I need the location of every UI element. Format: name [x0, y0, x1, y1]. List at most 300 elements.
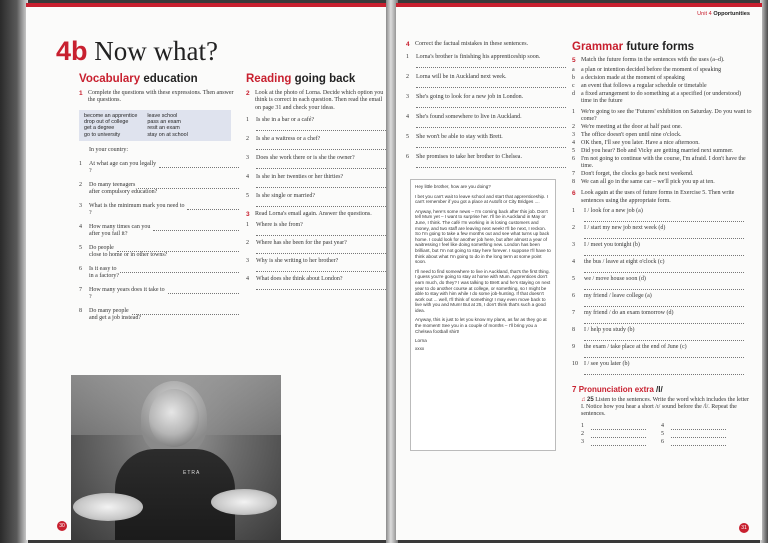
prompt-text: I / see you later (b): [584, 360, 630, 367]
answer-blank[interactable]: [416, 141, 566, 148]
answer-blank[interactable]: [584, 215, 744, 222]
use-letter: d: [572, 91, 575, 98]
writing-prompt: [572, 259, 752, 273]
grammar-sentence: [572, 124, 752, 131]
expressions-box: [79, 110, 231, 142]
question-number: 5: [246, 192, 249, 199]
answer-blank[interactable]: [584, 300, 744, 307]
answer-blank[interactable]: [671, 431, 726, 438]
top-red-bar: [26, 3, 389, 7]
vocabulary-question: [79, 182, 239, 196]
question-text: Is she in her twenties or her thirties?: [256, 173, 344, 180]
prompt-number: 8: [572, 326, 575, 333]
use-letter: c: [572, 83, 575, 90]
exercise-7-number: 7: [572, 384, 577, 394]
grammar-heading: [572, 41, 752, 53]
grammar-sentence: [572, 179, 752, 186]
answer-blank[interactable]: [256, 247, 386, 254]
grammar-heading-rest: future forms: [626, 41, 695, 53]
prompt-number: 10: [572, 360, 578, 367]
lesson-number: 4b: [56, 36, 88, 66]
exercise-4-instruction: [406, 41, 566, 48]
expression-item: pass an exam: [147, 119, 181, 125]
answer-blank[interactable]: [256, 283, 386, 290]
answer-blank[interactable]: [584, 232, 744, 239]
answer-blank[interactable]: [584, 249, 744, 256]
sentence-text: Did you hear? Bob and Vicky are getting married next summer.: [581, 148, 734, 155]
sentence-number: 5: [572, 148, 575, 155]
question-line: [246, 276, 386, 283]
question-text: What does she think about London?: [256, 276, 343, 283]
question-number: 6: [79, 266, 82, 273]
grammar-section: [572, 41, 752, 446]
question-line: [246, 117, 386, 124]
prompt-text: my friend / leave college (a): [584, 292, 652, 299]
prompt-line: [572, 361, 752, 368]
question-number: 3: [79, 203, 82, 210]
answer-blank[interactable]: [591, 431, 646, 438]
writing-prompt: [572, 310, 752, 324]
page-title: [56, 36, 218, 67]
question-item: [246, 222, 386, 236]
answer-blank[interactable]: [416, 61, 566, 68]
sentence-text: The office doesn't open until nine o'clock.: [581, 132, 682, 139]
audio-icon[interactable]: ♫: [581, 396, 586, 403]
left-page: [26, 3, 389, 540]
page-number-right: 31: [739, 523, 749, 533]
expression-item: resit an exam: [147, 125, 180, 132]
question-text: How many years does it take to: [89, 287, 165, 294]
use-text: a decision made at the moment of speaking: [581, 75, 685, 82]
answer-blank[interactable]: [132, 308, 239, 315]
prompt-number: 4: [572, 258, 575, 265]
item-number: 6: [406, 154, 409, 161]
exercise-4-item: [406, 114, 566, 121]
item-text: Lorna will be in Auckland next week.: [416, 74, 507, 81]
writing-prompt: [572, 208, 752, 222]
email-signature: Lorna: [415, 338, 427, 344]
question-line: [79, 161, 239, 168]
question-number: 3: [246, 154, 249, 161]
reading-heading-rest: going back: [294, 73, 356, 85]
prompt-number: 2: [572, 224, 575, 231]
question-number: 2: [246, 135, 249, 142]
vocabulary-section: [79, 73, 239, 322]
question-text: Is she a waitress or a chef?: [256, 135, 321, 142]
answer-blank[interactable]: [187, 203, 239, 210]
question-text: Where has she been for the past year?: [256, 240, 347, 247]
exercise-3-text: Read Lorna's email again. Answer the questions.: [255, 210, 372, 217]
question-item: [246, 276, 386, 290]
answer-blank[interactable]: [256, 229, 386, 236]
exercise-2-questions: [246, 117, 386, 207]
expression-item: go to university: [84, 131, 121, 138]
question-number: 2: [79, 182, 82, 189]
prompt-number: 5: [572, 275, 575, 282]
answer-blank[interactable]: [584, 283, 744, 290]
lesson-title: Now what?: [94, 36, 218, 66]
grammar-sentence: [572, 148, 752, 155]
question-number: 4: [79, 224, 82, 231]
item-text: She's going to look for a new job in London.: [416, 94, 524, 101]
question-number: 3: [246, 258, 249, 265]
page-number-left: 30: [57, 521, 67, 531]
question-text: Is she single or married?: [256, 192, 315, 199]
use-letter: a: [572, 67, 575, 74]
question-text: Does she work there or is she the owner?: [256, 154, 355, 161]
plate-right: [211, 489, 277, 515]
question-line: [246, 174, 386, 181]
future-use: [572, 75, 752, 82]
sentence-number: 6: [572, 156, 575, 163]
exercise-6-instruction: [572, 190, 752, 205]
question-text: Is it easy to: [89, 266, 117, 273]
expressions-col-2: [147, 113, 197, 139]
question-number: 5: [79, 245, 82, 252]
question-number: 2: [246, 240, 249, 247]
grammar-sentence: [572, 171, 752, 178]
question-number: 4: [246, 276, 249, 283]
prompt-text: I / meet you tonight (b): [584, 241, 640, 248]
shirt-logo-text: ETRA: [183, 470, 201, 476]
answer-blank[interactable]: [584, 266, 744, 273]
sentence-number: 4: [572, 140, 575, 147]
prompt-text: the bus / leave at eight o'clock (c): [584, 258, 665, 265]
expression-item: become an apprentice: [84, 112, 138, 119]
answer-blank[interactable]: [256, 124, 386, 131]
exercise-7-text: Listen to the sentences. Write the word which includes the letter I. Notice how you hear a short /ɪ/ sound before the /l/. Repeat the sentences.: [581, 396, 749, 418]
slot-number: 6: [661, 438, 664, 445]
unit-name: Opportunities: [713, 11, 750, 17]
grammar-sentence: [572, 156, 752, 170]
slot-number: 5: [661, 430, 664, 437]
writing-prompt: [572, 327, 752, 341]
grammar-sentence: [572, 140, 752, 147]
answer-blank[interactable]: [416, 121, 566, 128]
grammar-sentence: [572, 132, 752, 139]
question-tail: in a factory?: [89, 273, 119, 280]
use-text: a plan or intention decided before the moment of speaking: [581, 67, 722, 74]
exercise-4-item: [406, 154, 566, 161]
prompt-text: I / help you study (b): [584, 326, 635, 333]
future-use: [572, 83, 752, 90]
question-text: At what age can you legally: [89, 161, 157, 168]
question-tail: ?: [89, 210, 92, 217]
item-text: Lorna's brother is finishing his apprenticeship soon.: [416, 54, 541, 61]
item-number: 5: [406, 134, 409, 141]
prompt-line: [572, 293, 752, 300]
prompt-text: I / start my new job next week (d): [584, 224, 666, 231]
email-paragraph-3: I'll need to find somewhere to live in Auckland, that's the first thing. I guess you're going to stay at home with Mum. Apprentices don't earn much, do they? I was talking to Brett and he's staying on next year to do another course at college, or something, so I might be able to stay with him while I do some job-hunting. If that doesn't work out ... well, I'll think of something! I may even move back to live with you and Mum! But at 25, I don't think that's such a good idea.: [415, 268, 551, 313]
answer-blank[interactable]: [584, 351, 744, 358]
question-tail: ?: [89, 168, 92, 175]
answer-blank[interactable]: [168, 287, 239, 294]
vocabulary-question: [79, 224, 239, 238]
grammar-heading-lead: Grammar: [572, 41, 624, 53]
answer-blank[interactable]: [416, 101, 566, 108]
writing-prompt: [572, 293, 752, 307]
top-red-bar-right: [396, 3, 762, 7]
pronunciation-heading-lead: Pronunciation extra: [578, 384, 654, 394]
vocabulary-question: [79, 266, 239, 280]
item-text: She won't be able to stay with Brett.: [416, 134, 503, 141]
question-number: 7: [79, 287, 82, 294]
writing-prompt: [572, 225, 752, 239]
prompt-text: I / look for a new job (a): [584, 207, 643, 214]
pronunciation-slot: [661, 439, 741, 446]
prompt-number: 6: [572, 292, 575, 299]
vocabulary-question: [79, 287, 239, 301]
slot-number: 3: [581, 438, 584, 445]
vocabulary-heading-lead: Vocabulary: [79, 73, 141, 85]
writing-prompt: [572, 242, 752, 256]
prompt-number: 3: [572, 241, 575, 248]
question-tail: ?: [89, 294, 92, 301]
question-number: 1: [246, 116, 249, 123]
prompt-line: [572, 225, 752, 232]
vocabulary-heading: [79, 73, 239, 85]
email-paragraph-4: Anyway, this is just to let you know my plans, as far as they go at the moment! See you in a couple of months – I'll bring you a Chelsea football shirt!: [415, 317, 547, 334]
prompt-line: [572, 344, 752, 351]
exercise-6-prompts: [572, 208, 752, 375]
question-text: Do many people: [89, 308, 129, 315]
vocabulary-question: [79, 245, 239, 259]
answer-blank[interactable]: [256, 200, 386, 207]
question-item: [246, 258, 386, 272]
in-your-country-label: In your country:: [89, 147, 128, 154]
answer-blank[interactable]: [671, 423, 726, 430]
question-item: [246, 240, 386, 254]
future-uses-list: [572, 67, 752, 105]
exercise-5-number: 5: [572, 57, 576, 64]
exercise-1-instruction: [79, 90, 239, 105]
question-text: Do many teenagers: [89, 182, 136, 189]
exercise-4-item: [406, 54, 566, 61]
sentence-text: OK then, I'll see you later. Have a nice afternoon.: [581, 140, 700, 147]
sentence-number: 3: [572, 132, 575, 139]
expression-item: stay on at school: [147, 131, 188, 138]
exercise-2-instruction: [246, 90, 386, 112]
question-text: Where is she from?: [256, 222, 303, 229]
sentence-number: 1: [572, 109, 575, 116]
question-line: [246, 136, 386, 143]
exercise-6-number: 6: [572, 190, 576, 198]
person-face: [149, 389, 199, 447]
exercise-4-text: Correct the factual mistakes in these sentences.: [415, 41, 529, 47]
question-tail: after you fail it?: [89, 231, 128, 238]
question-item: [246, 117, 386, 131]
exercise-3-number: 3: [246, 210, 250, 218]
question-text: What is the minimum mark you need to: [89, 203, 185, 210]
item-text: She promises to take her brother to Chelsea.: [416, 154, 522, 161]
future-use: [572, 67, 752, 74]
exercise-2-text: Look at the photo of Lorna. Decide which option you think is correct in each question. Then read the email on page 31 and check your ideas.: [255, 90, 384, 111]
future-use: [572, 91, 752, 105]
expression-item: get a degree: [84, 125, 115, 132]
exercise-6-text: Look again at the uses of future forms in Exercise 5. Then write sentences using the appropriate form.: [581, 190, 735, 204]
prompt-text: the exam / take place at the end of June (c): [584, 343, 687, 350]
sentence-number: 2: [572, 124, 575, 131]
exercise-4-items: [406, 54, 566, 168]
answer-blank[interactable]: [591, 439, 646, 446]
use-text: an event that follows a regular schedule or timetable: [581, 83, 707, 90]
question-tail: close to home or in other towns?: [89, 252, 168, 259]
question-item: [246, 136, 386, 150]
email-greeting: Hey little brother, how are you doing?: [415, 184, 491, 189]
answer-blank[interactable]: [584, 368, 744, 375]
exercise-5-text: Match the future forms in the sentences with the uses (a–d).: [581, 57, 725, 63]
expression-item: leave school: [147, 112, 178, 119]
answer-blank[interactable]: [159, 161, 239, 168]
question-line: [246, 240, 386, 247]
question-tail: and get a job instead?: [89, 315, 141, 322]
prompt-text: we / move house soon (d): [584, 275, 646, 282]
email-paragraph-2: Anyway, here's some news – I'm coming back after this job. Don't tell Mum yet – I want to surprise her. I'll be in Auckland in May or June, I think. The café I'm working in is losing customers and money, and two staff are leaving next week! I'll be next, I reckon. So I'm going to take a few months out and see what turns up back home. I could look for another job here, but after almost a year of waitressing I feel like doing something new. London has been brilliant, but I'm not going to stay here forever. I suppose I'll have to think about what I'm going to do in the long term at some point soon.: [415, 208, 551, 265]
exercise-2-number: 2: [246, 90, 250, 97]
answer-blank[interactable]: [256, 143, 386, 150]
prompt-number: 9: [572, 343, 575, 350]
exercise-4: [406, 41, 566, 168]
sentence-number: 8: [572, 179, 575, 186]
email-kisses: xxxx: [415, 345, 425, 351]
use-letter: b: [572, 75, 575, 82]
prompt-line: [572, 259, 752, 266]
answer-blank[interactable]: [584, 334, 744, 341]
answer-blank[interactable]: [584, 317, 744, 324]
item-number: 2: [406, 74, 409, 81]
question-number: 1: [246, 222, 249, 229]
pronunciation-heading-rest: /I/: [656, 384, 663, 394]
answer-blank[interactable]: [256, 162, 386, 169]
exercise-7-instruction: [581, 397, 752, 419]
exercise-1-text: Complete the questions with these expressions. Then answer the questions.: [88, 90, 234, 104]
question-text: Why is she writing to her brother?: [256, 258, 339, 265]
sentence-text: We can all go in the same car – we'll pick you up at ten.: [581, 179, 715, 186]
vocabulary-question: [79, 203, 239, 217]
vocabulary-questions: [79, 161, 239, 322]
vocabulary-heading-rest: education: [143, 73, 198, 85]
pronunciation-slot: [581, 439, 661, 446]
exercise-4-number: 4: [406, 41, 410, 48]
prompt-number: 1: [572, 207, 575, 214]
question-item: [246, 193, 386, 207]
question-text: How many times can you: [89, 224, 151, 231]
exercise-5-instruction: [572, 57, 752, 64]
answer-blank[interactable]: [120, 266, 240, 273]
exercise-4-item: [406, 134, 566, 141]
pronunciation-section: [572, 385, 752, 446]
sentence-text: I'm not going to continue with the course, I'm afraid. I don't have the time.: [581, 156, 746, 170]
item-number: 1: [406, 54, 409, 61]
reading-heading-lead: Reading: [246, 73, 292, 85]
answer-blank[interactable]: [671, 439, 726, 446]
answer-blank[interactable]: [591, 423, 646, 430]
unit-label: Unit 4: [697, 11, 712, 17]
slot-number: 4: [661, 422, 664, 429]
vocabulary-question: [79, 308, 239, 322]
prompt-line: [572, 276, 752, 283]
book-binding-left: [0, 0, 28, 543]
question-tail: after compulsory education?: [89, 189, 158, 196]
slot-number: 2: [581, 430, 584, 437]
reading-heading: [246, 73, 386, 85]
question-number: 8: [79, 308, 82, 315]
question-item: [246, 174, 386, 188]
grammar-sentence: [572, 109, 752, 123]
item-text: She's found somewhere to live in Auckland.: [416, 114, 522, 121]
question-number: 4: [246, 173, 249, 180]
pronunciation-slot: [581, 423, 661, 430]
expression-item: drop out of college: [84, 119, 129, 125]
prompt-line: [572, 327, 752, 334]
question-line: [246, 222, 386, 229]
question-line: [79, 287, 239, 294]
prompt-line: [572, 310, 752, 317]
prompt-line: [572, 242, 752, 249]
sentence-text: We're going to see the 'Futures' exhibition on Saturday. Do you want to come?: [581, 109, 752, 123]
email-paragraph-1: I bet you can't wait to leave school and start that apprenticeship. I can't remember if you got a place at Autofit or City Bridges ....: [415, 193, 548, 205]
exercise-5-sentences: [572, 109, 752, 186]
answer-blank[interactable]: [416, 161, 566, 168]
answer-blank[interactable]: [416, 81, 566, 88]
question-line: [246, 193, 386, 200]
answer-blank[interactable]: [256, 265, 386, 272]
audio-track-number: 25: [587, 396, 594, 403]
prompt-number: 7: [572, 309, 575, 316]
vocabulary-question: [79, 161, 239, 175]
answer-blank[interactable]: [117, 245, 239, 252]
question-line: [79, 203, 239, 210]
pronunciation-slot: [661, 431, 741, 438]
writing-prompt: [572, 361, 752, 375]
unit-header: [697, 11, 750, 17]
exercise-4-item: [406, 74, 566, 81]
question-line: [246, 155, 386, 162]
answer-blank[interactable]: [153, 224, 239, 231]
exercise-3-questions: [246, 222, 386, 290]
question-line: [79, 308, 239, 315]
reading-section: [246, 73, 386, 290]
prompt-line: [572, 208, 752, 215]
sentence-text: Don't forget, the clocks go back next weekend.: [581, 171, 694, 178]
answer-blank[interactable]: [256, 181, 386, 188]
use-text: a fixed arrangement to do something at a specified (or understood) time in the future: [581, 91, 741, 105]
question-item: [246, 155, 386, 169]
expressions-col-1: [84, 113, 147, 139]
item-number: 4: [406, 114, 409, 121]
item-number: 3: [406, 94, 409, 101]
prompt-text: my friend / do an exam tomorrow (d): [584, 309, 674, 316]
pronunciation-slot: [661, 423, 741, 430]
question-text: Do people: [89, 245, 114, 252]
sentence-number: 7: [572, 171, 575, 178]
question-line: [246, 258, 386, 265]
question-line: [79, 245, 239, 252]
exercise-4-item: [406, 94, 566, 101]
writing-prompt: [572, 344, 752, 358]
slot-number: 1: [581, 422, 584, 429]
pronunciation-heading: [572, 385, 752, 394]
question-text: Is she in a bar or a café?: [256, 116, 315, 123]
exercise-1-number: 1: [79, 90, 83, 97]
writing-prompt: [572, 276, 752, 290]
right-page: [396, 3, 762, 540]
exercise-3-instruction: [246, 211, 386, 218]
lorna-email: [410, 179, 556, 451]
plate-left: [73, 493, 143, 521]
question-number: 1: [79, 161, 82, 168]
sentence-text: We're meeting at the door at half past one.: [581, 124, 683, 131]
